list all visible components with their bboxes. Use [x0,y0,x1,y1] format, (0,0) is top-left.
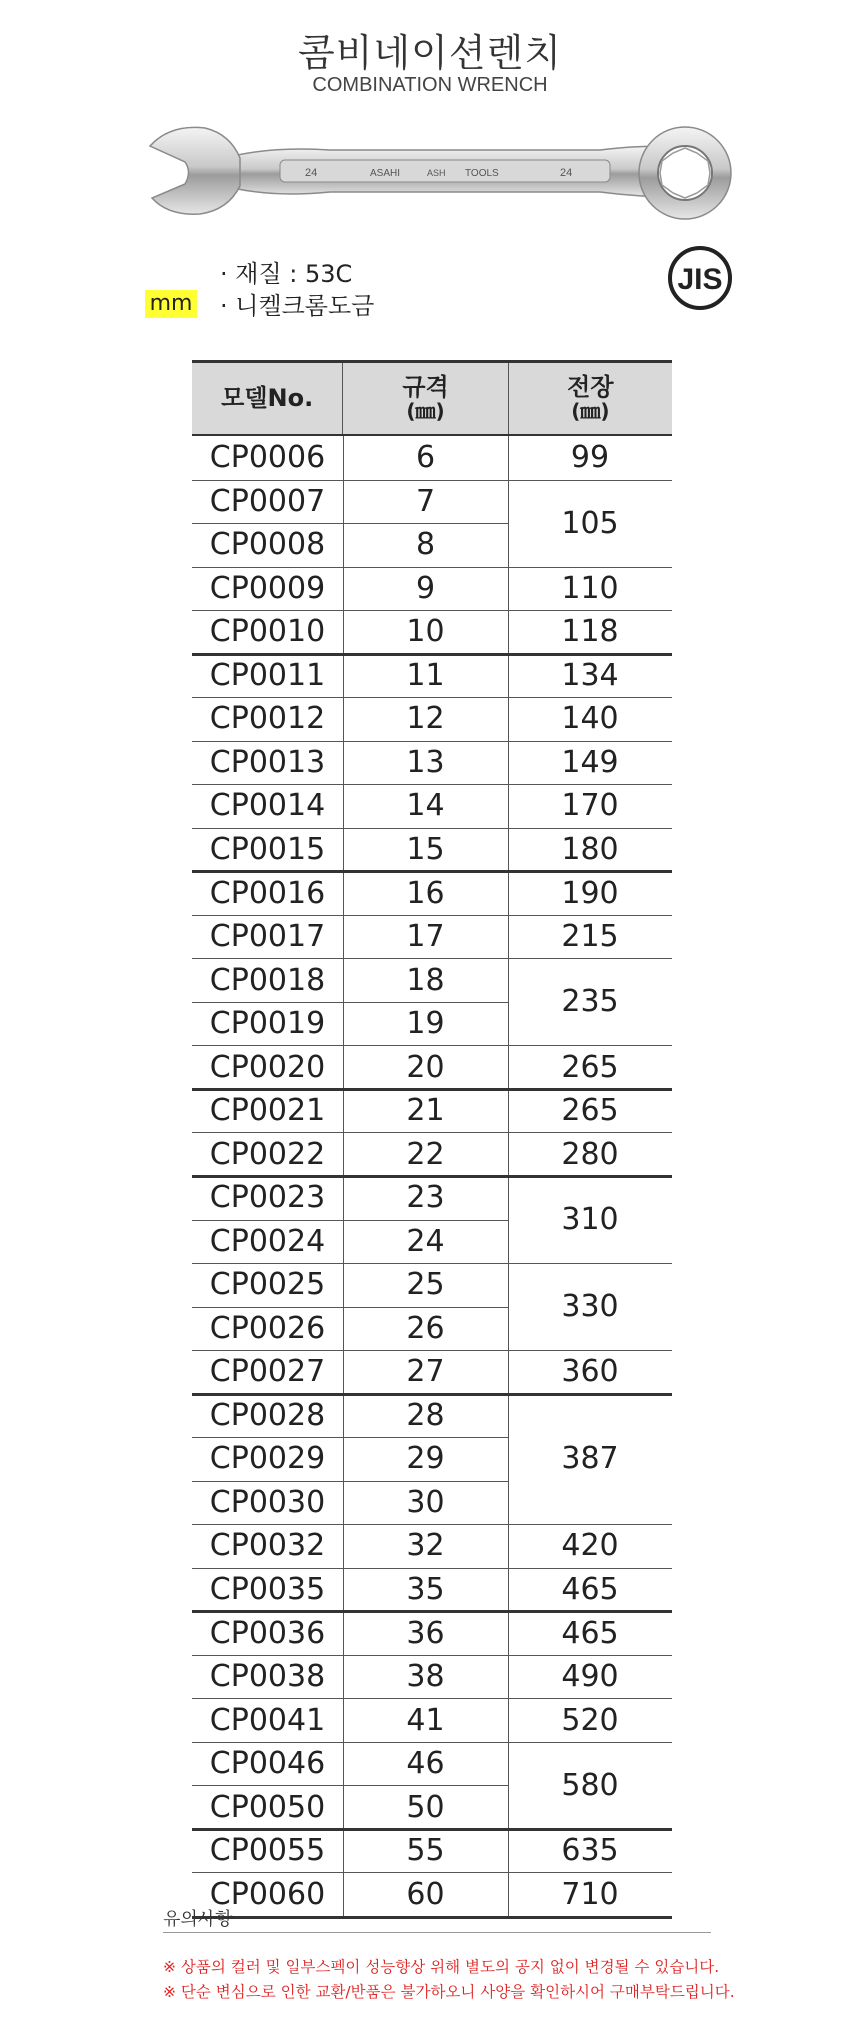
model-cell: CP0018 [209,962,326,998]
size-cell: 17 [406,919,445,955]
size-cell: 16 [406,875,445,911]
length-cell: 170 [561,788,619,824]
wrench-size-right-text: 24 [560,167,573,179]
length-cell: 105 [561,505,619,541]
model-cell: CP0026 [209,1310,326,1346]
size-cell: 46 [406,1746,445,1782]
size-cell: 55 [406,1833,445,1869]
finish-spec: · 니켈크롬도금 [220,292,375,320]
size-cell: 11 [406,657,445,693]
model-cell: CP0012 [209,701,326,737]
length-cell: 490 [561,1659,619,1695]
size-cell: 14 [406,788,445,824]
length-cell: 280 [561,1136,619,1172]
model-cell: CP0046 [209,1746,326,1782]
model-cell: CP0036 [209,1615,326,1651]
header-length-unit: (㎜) [571,398,610,423]
size-cell: 25 [406,1267,445,1303]
length-cell: 99 [570,440,610,476]
length-cell: 310 [561,1202,619,1238]
model-cell: CP0015 [209,832,326,867]
notice-title: 유의사항 [163,1909,233,1930]
model-cell: CP0016 [209,875,326,911]
model-cell: CP0035 [209,1572,326,1607]
model-cell: CP0027 [209,1354,326,1390]
size-cell: 60 [406,1876,445,1912]
notice-line-2: ※ 단순 변심으로 인한 교환/반품은 불가하오니 사양을 확인하시어 구매부탁드립니다. [163,1983,735,2001]
size-cell: 10 [406,614,445,650]
size-cell: 15 [406,832,445,867]
length-cell: 235 [561,984,619,1020]
model-cell: CP0029 [209,1441,326,1477]
size-cell: 21 [406,1093,445,1129]
length-cell: 149 [561,744,619,780]
product-title: 콤비네이션렌치 [298,31,562,75]
model-cell: CP0013 [209,744,326,780]
unit-badge: mm [145,290,197,318]
size-cell: 29 [406,1441,445,1477]
header-size [343,363,508,434]
model-cell: CP0019 [209,1006,326,1042]
product-subtitle: COMBINATION WRENCH [312,74,548,96]
header-model [192,363,343,434]
length-cell: 134 [561,657,619,693]
length-cell: 215 [561,919,619,955]
length-cell: 140 [561,701,619,737]
model-cell: CP0038 [209,1659,326,1695]
size-cell: 18 [406,962,445,998]
size-cell: 12 [406,701,445,737]
length-cell: 635 [561,1833,619,1869]
model-cell: CP0028 [209,1397,326,1433]
length-cell: 265 [561,1049,619,1085]
model-cell: CP0021 [209,1093,326,1129]
model-cell: CP0024 [209,1223,326,1259]
spec-table [192,360,672,1919]
header-length [509,363,672,434]
wrench-logo-text: ASH [427,168,446,178]
model-cell: CP0008 [209,527,326,563]
size-cell: 26 [406,1310,445,1346]
size-cell: 8 [415,527,436,563]
length-cell: 580 [561,1767,619,1803]
size-cell: 28 [406,1397,445,1433]
model-cell: CP0014 [209,788,326,824]
model-cell: CP0032 [209,1528,326,1564]
length-cell: 465 [561,1615,619,1651]
notice-line-1: ※ 상품의 컬러 및 일부스펙이 성능향상 위해 별도의 공지 없이 변경될 수 있습니다. [163,1958,720,1976]
model-cell: CP0010 [209,614,326,650]
size-cell: 6 [415,440,436,476]
size-cell: 22 [406,1136,445,1172]
notice-divider [163,1932,711,1933]
wrench-size-left-text: 24 [305,167,318,179]
size-cell: 24 [406,1223,445,1259]
length-cell: 520 [561,1702,619,1738]
model-cell: CP0030 [209,1484,326,1520]
length-cell: 110 [561,570,619,606]
model-cell: CP0007 [209,483,326,519]
table-body [192,436,672,1919]
size-cell: 19 [406,1006,445,1042]
length-cell: 330 [561,1289,619,1325]
model-cell: CP0009 [209,570,326,606]
size-cell: 20 [406,1049,445,1085]
size-cell: 50 [406,1789,445,1825]
size-cell: 9 [415,570,436,606]
length-cell: 360 [561,1354,619,1390]
table-header [192,360,672,436]
length-cell: 465 [561,1572,619,1607]
length-cell: 118 [561,614,619,650]
size-cell: 13 [406,744,445,780]
model-cell: CP0020 [209,1049,326,1085]
size-cell: 30 [406,1484,445,1520]
size-cell: 36 [406,1615,445,1651]
model-cell: CP0050 [209,1789,326,1825]
model-cell: CP0017 [209,919,326,955]
header-length-label: 전장 [567,373,614,402]
size-cell: 23 [406,1180,445,1216]
model-cell: CP0060 [209,1876,326,1912]
model-cell: CP0023 [209,1180,326,1216]
length-cell: 190 [561,875,619,911]
size-cell: 38 [406,1659,445,1695]
size-cell: 7 [415,483,436,519]
material-spec: · 재질 : 53C [220,260,353,288]
length-cell: 710 [561,1876,619,1912]
length-cell: 387 [561,1441,619,1477]
header-size-label: 규격 [402,373,449,402]
length-cell: 420 [561,1528,619,1564]
model-cell: CP0055 [209,1833,326,1869]
size-cell: 32 [406,1528,445,1564]
header-size-unit: (㎜) [406,398,445,423]
jis-certification-icon [665,243,735,313]
length-cell: 265 [561,1093,619,1129]
length-cell: 180 [561,832,619,867]
model-cell: CP0022 [209,1136,326,1172]
model-cell: CP0025 [209,1267,326,1303]
wrench-image [130,118,750,228]
size-cell: 27 [406,1354,445,1390]
wrench-brand-text: ASAHI [370,168,401,179]
size-cell: 35 [406,1572,445,1607]
model-cell: CP0006 [209,440,326,476]
model-cell: CP0011 [209,657,326,693]
jis-mark-text: JIS [677,263,723,296]
size-cell: 41 [406,1702,445,1738]
model-cell: CP0041 [209,1702,326,1738]
header-model-label: 모델No. [221,383,314,412]
wrench-tools-text: TOOLS [465,168,499,179]
